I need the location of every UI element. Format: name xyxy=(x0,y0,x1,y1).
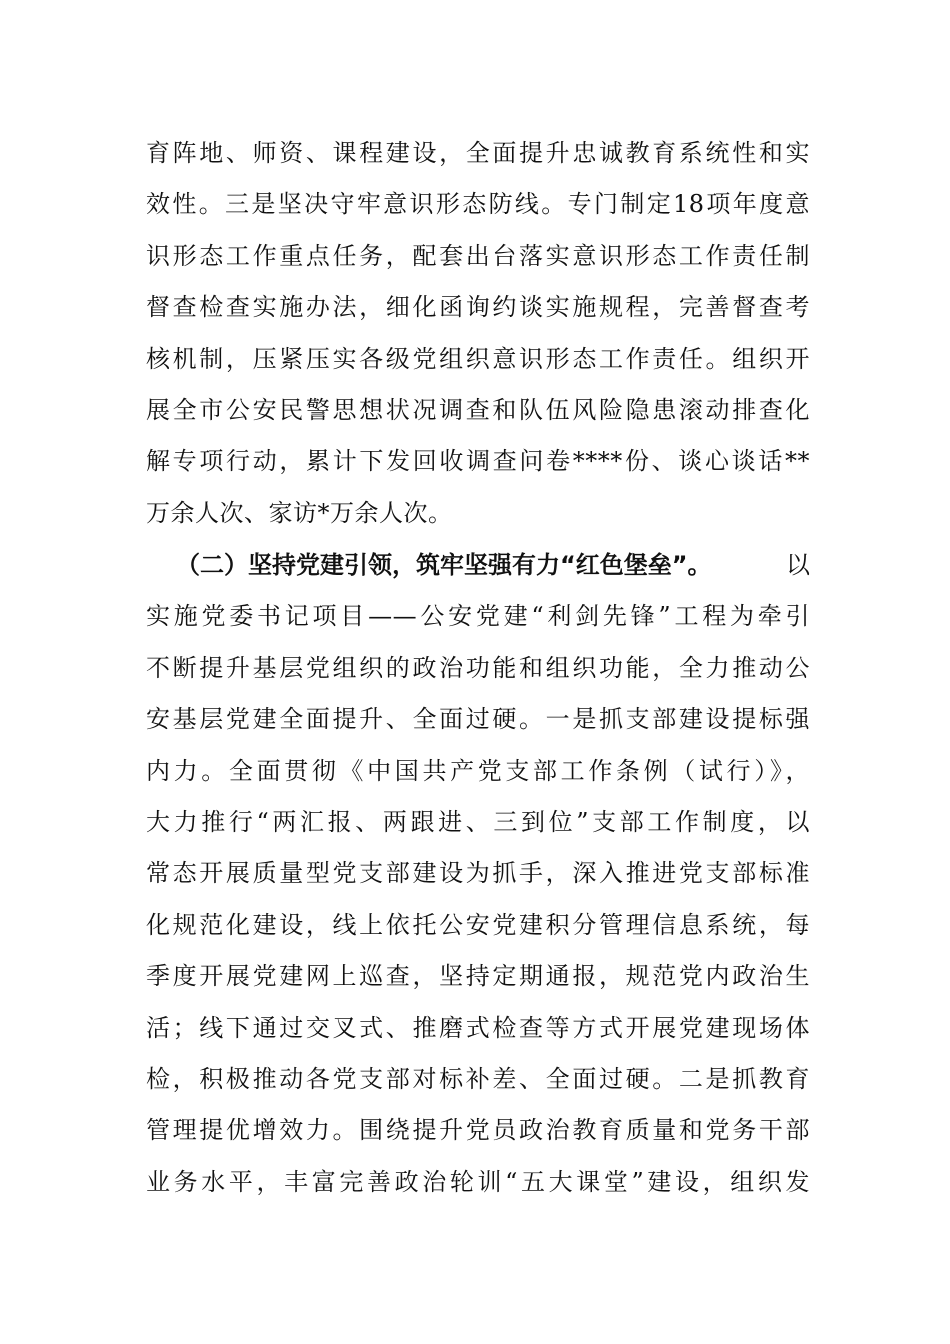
text-line: 管理提优增效力。围绕提升党员政治教育质量和党务干部 xyxy=(146,1116,810,1145)
text-line: 化规范化建设，线上依托公安党建积分管理信息系统，每 xyxy=(146,910,810,939)
paragraph-2 xyxy=(146,540,810,1208)
text-line: 常态开展质量型党支部建设为抓手，深入推进党支部标准 xyxy=(146,859,810,888)
text-line: 效性。三是坚决守牢意识形态防线。专门制定18项年度意 xyxy=(146,190,810,219)
text-line: 检，积极推动各党支部对标补差、全面过硬。二是抓教育 xyxy=(146,1064,810,1093)
heading-tail-text: 以 xyxy=(786,551,810,579)
text-line: 解专项行动，累计下发回收调查问卷****份、谈心谈话** xyxy=(146,447,810,476)
text-line: 不断提升基层党组织的政治功能和组织功能，全力推动公 xyxy=(146,653,810,682)
section-heading: （二）坚持党建引领，筑牢坚强有力“红色堡垒”。 xyxy=(176,551,712,579)
text-line: 万余人次、家访*万余人次。 xyxy=(146,498,453,527)
text-line: 活；线下通过交叉式、推磨式检查等方式开展党建现场体 xyxy=(146,1013,810,1042)
text-line: 核机制，压紧压实各级党组织意识形态工作责任。组织开 xyxy=(146,344,810,373)
paragraph-1 xyxy=(146,128,810,539)
text-line: 大力推行“两汇报、两跟进、三到位”支部工作制度，以 xyxy=(146,807,810,836)
text-line: 督查检查实施办法，细化函询约谈实施规程，完善督查考 xyxy=(146,293,810,322)
text-line: 业务水平，丰富完善政治轮训“五大课堂”建设，组织发 xyxy=(146,1167,810,1196)
section-heading-line xyxy=(146,540,810,591)
text-line: 实施党委书记项目——公安党建“利剑先锋”工程为牵引 xyxy=(146,602,810,631)
text-line: 识形态工作重点任务，配套出台落实意识形态工作责任制 xyxy=(146,241,810,270)
text-line: 安基层党建全面提升、全面过硬。一是抓支部建设提标强 xyxy=(146,705,810,734)
text-line: 内力。全面贯彻《中国共产党支部工作条例（试行）》， xyxy=(146,756,810,785)
text-line: 育阵地、师资、课程建设，全面提升忠诚教育系统性和实 xyxy=(146,139,810,167)
text-line: 季度开展党建网上巡查，坚持定期通报，规范党内政治生 xyxy=(146,962,810,991)
text-line: 展全市公安民警思想状况调查和队伍风险隐患滚动排查化 xyxy=(146,395,810,424)
